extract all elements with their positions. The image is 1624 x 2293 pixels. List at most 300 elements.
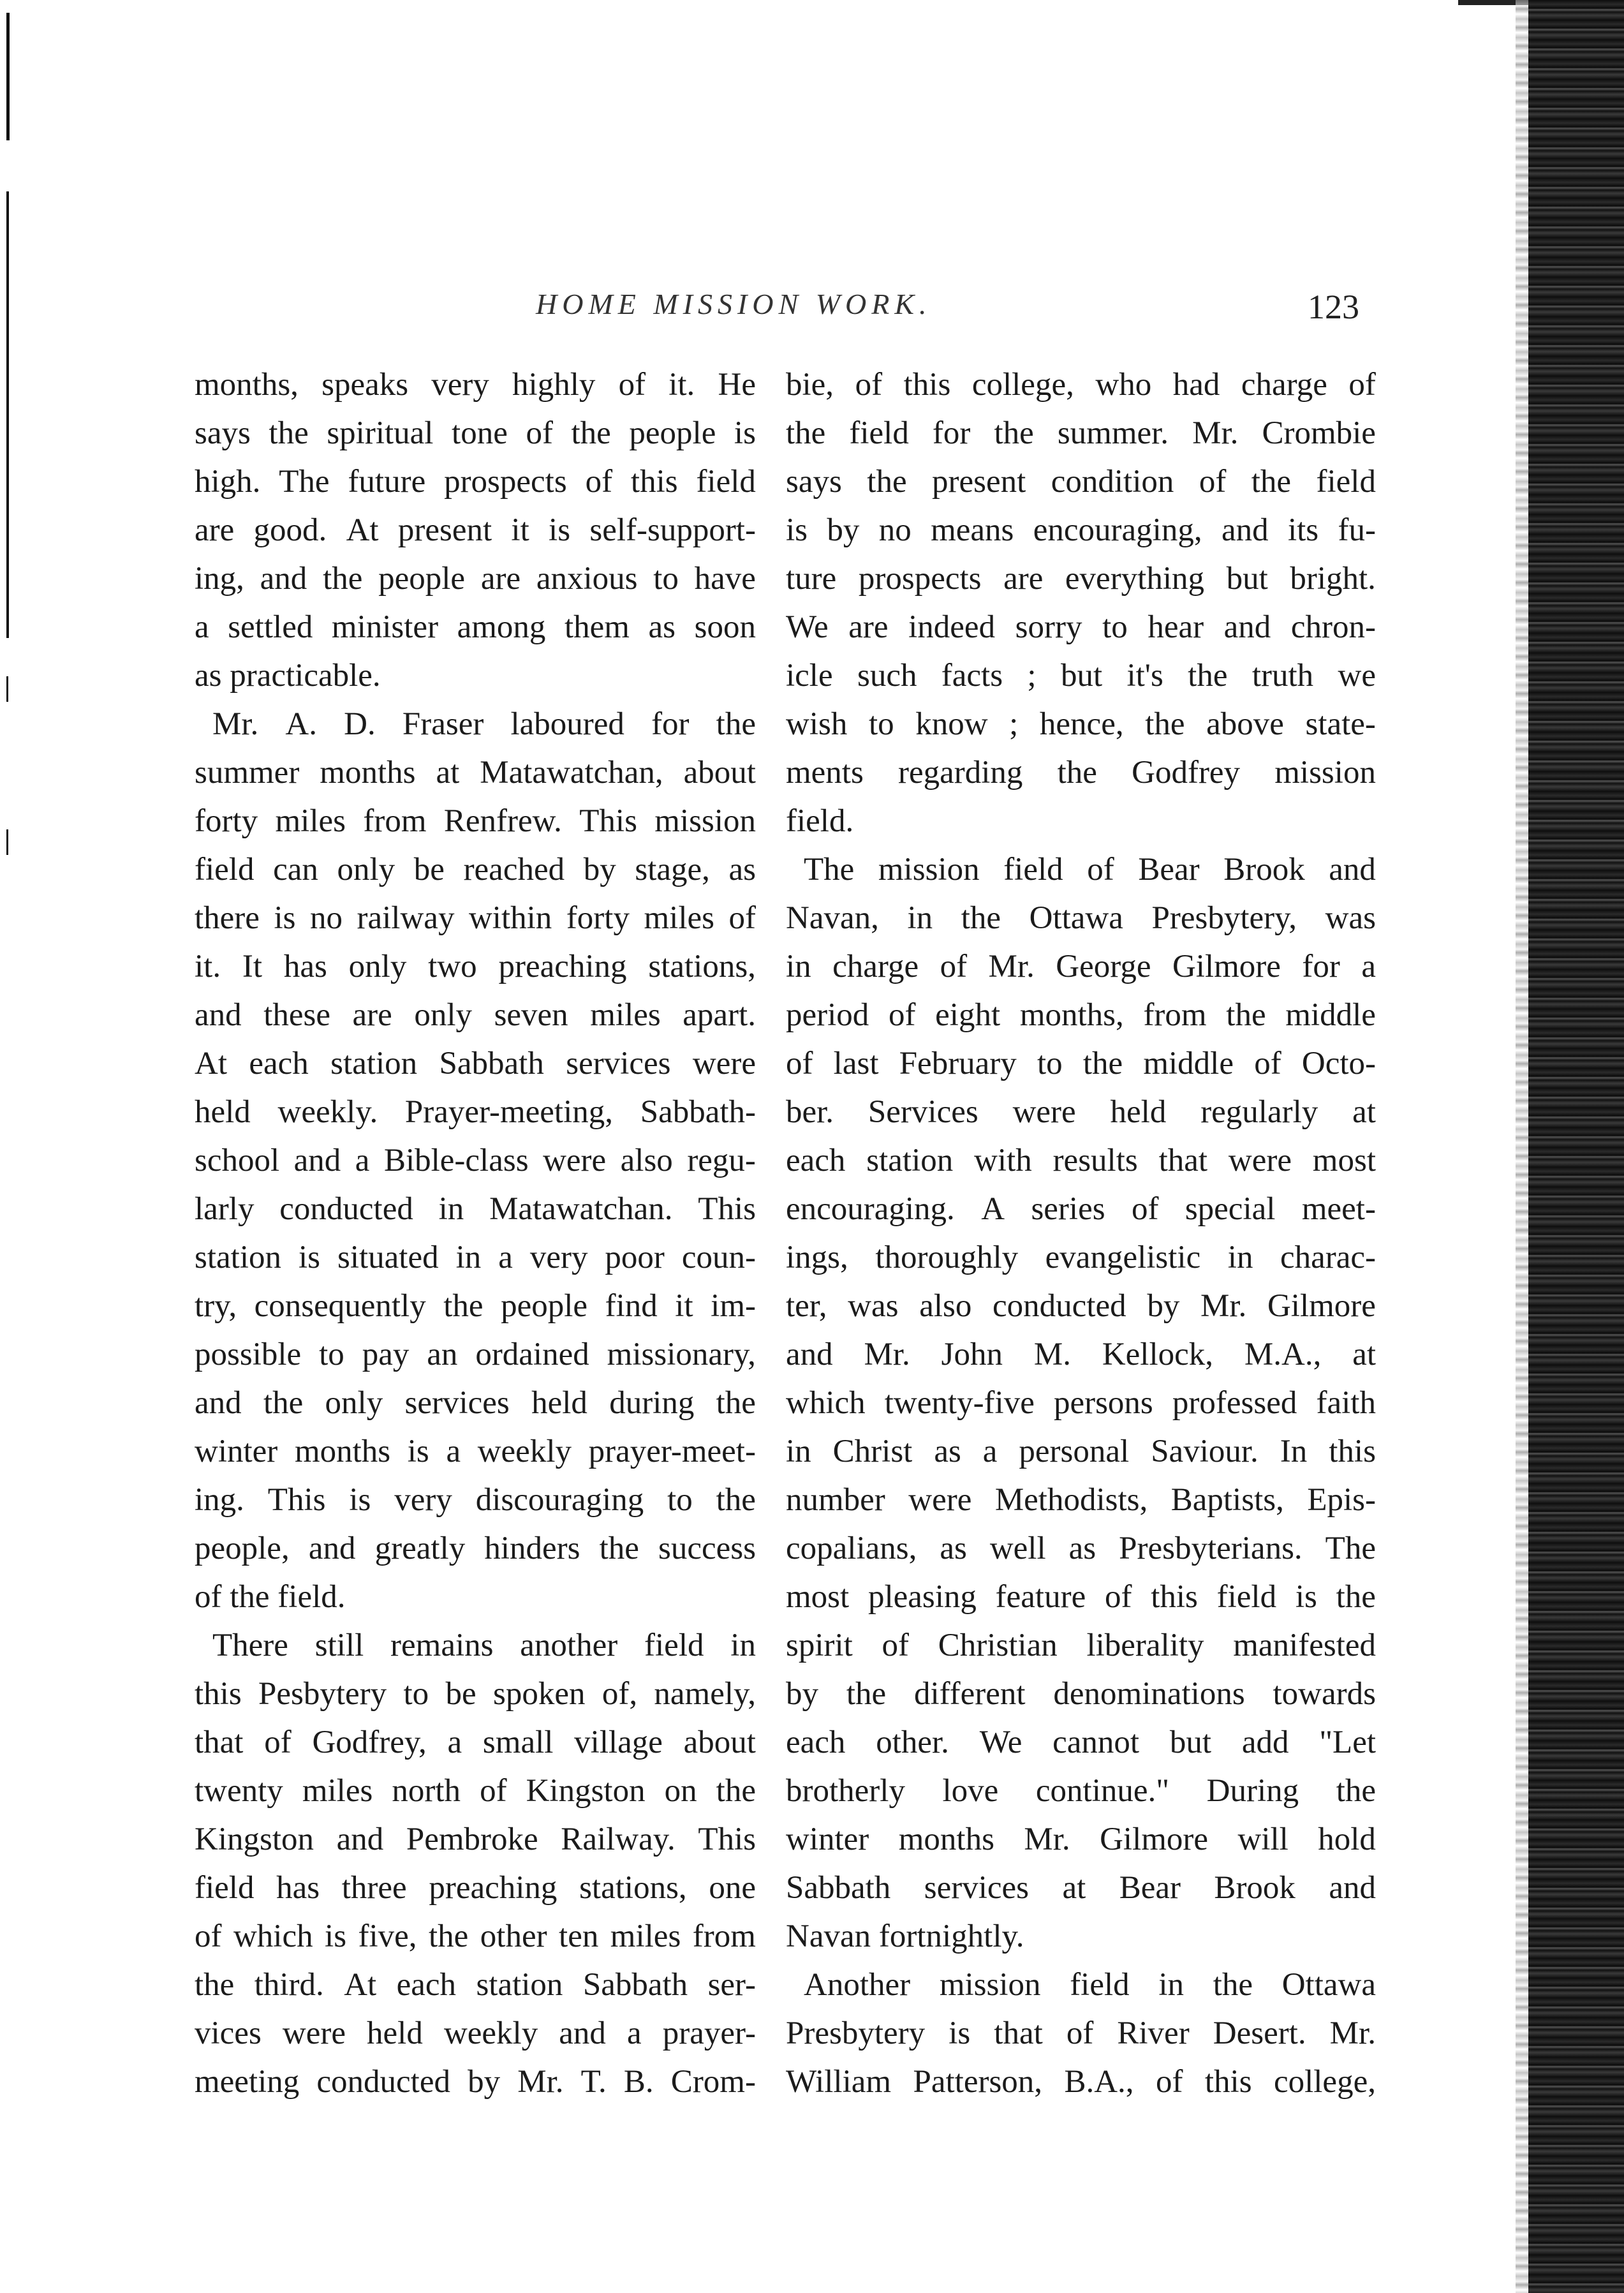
- word: Mr.: [517, 2064, 564, 2100]
- word: Christian: [938, 1628, 1058, 1663]
- word: ing.: [195, 1482, 244, 1518]
- word: Presbyterians.: [1119, 1531, 1303, 1566]
- word: by: [1147, 1288, 1180, 1324]
- word: and: [1223, 609, 1271, 645]
- word: This: [267, 1482, 326, 1518]
- word: and: [260, 561, 307, 597]
- word: is: [786, 512, 808, 548]
- word: Presbytery,: [1151, 900, 1297, 936]
- word: This: [698, 1191, 756, 1227]
- word: of: [940, 949, 968, 984]
- word: Fraser: [402, 706, 484, 742]
- word: no: [878, 512, 912, 548]
- word: had: [1172, 367, 1220, 403]
- text-line: [786, 1427, 1376, 1476]
- word: each: [249, 1046, 309, 1081]
- word: only: [348, 949, 407, 984]
- word: He: [718, 367, 756, 403]
- text-line: [786, 506, 1376, 554]
- word: as: [940, 1531, 967, 1566]
- word: The: [804, 852, 855, 887]
- word: a: [446, 1434, 461, 1469]
- word: Bear: [1119, 1870, 1181, 1906]
- text-line: [786, 651, 1376, 700]
- word: brotherly: [786, 1773, 905, 1809]
- word: encouraging,: [1033, 512, 1202, 548]
- word: in: [455, 1240, 482, 1275]
- word: field: [1216, 1579, 1277, 1615]
- word: at: [1062, 1870, 1086, 1906]
- word: Mr.: [1024, 1822, 1070, 1857]
- word: and: [1329, 1870, 1376, 1906]
- word: are: [480, 561, 521, 597]
- word: to: [1037, 1046, 1063, 1081]
- word: of: [882, 1628, 910, 1663]
- word: George: [1056, 949, 1151, 984]
- word: of: [888, 997, 916, 1033]
- word: ;: [1009, 706, 1019, 742]
- word: can: [273, 852, 318, 887]
- word: charac-: [1280, 1240, 1376, 1275]
- word: B.: [623, 2064, 654, 2100]
- word: miles: [590, 997, 661, 1033]
- word: Crombie: [1262, 415, 1376, 451]
- word: soon: [694, 609, 756, 645]
- word: are: [195, 512, 235, 548]
- word: railway: [357, 900, 455, 936]
- word: by: [583, 852, 616, 887]
- word: says: [786, 464, 842, 500]
- word: vices: [195, 2015, 262, 2051]
- word: of: [195, 1579, 230, 1615]
- running-head: HOME MISSION WORK.: [536, 288, 932, 320]
- word: of: [264, 1725, 292, 1760]
- word: months: [320, 755, 416, 790]
- word: find: [605, 1288, 658, 1324]
- word: fu-: [1338, 512, 1376, 548]
- text-line: [786, 1864, 1376, 1912]
- word: present: [397, 512, 492, 548]
- word: Octo-: [1301, 1046, 1376, 1081]
- word: charge: [832, 949, 919, 984]
- word: Presbytery: [786, 2015, 926, 2051]
- word: the: [716, 706, 756, 742]
- word: the: [1145, 706, 1185, 742]
- word: in: [438, 1191, 464, 1227]
- word: bright.: [1290, 561, 1376, 597]
- word: special: [1185, 1191, 1276, 1227]
- word: very: [529, 1240, 588, 1275]
- word: different: [913, 1676, 1026, 1712]
- text-line: [786, 2009, 1376, 2058]
- word: summer: [195, 755, 300, 790]
- word: Baptists,: [1170, 1482, 1284, 1518]
- word: hence,: [1039, 706, 1124, 742]
- word: Crom-: [670, 2064, 756, 2100]
- text-line: [195, 360, 756, 409]
- word: no: [310, 900, 343, 936]
- word: Mr.: [1192, 415, 1239, 451]
- word: of: [1104, 1579, 1132, 1615]
- word: small: [482, 1725, 554, 1760]
- word: Pesbytery: [258, 1676, 387, 1712]
- word: ser-: [707, 1967, 756, 2003]
- word: is: [549, 512, 571, 548]
- word: and: [1329, 852, 1376, 887]
- word: the: [429, 1918, 469, 1954]
- word: manifested: [1233, 1628, 1376, 1663]
- text-line: [195, 2058, 756, 2106]
- word: of: [1155, 2064, 1183, 2100]
- word: towards: [1273, 1676, 1376, 1712]
- word: station: [476, 1967, 563, 2003]
- word: and: [559, 2015, 606, 2051]
- word: also: [919, 1288, 972, 1324]
- word: There: [212, 1628, 288, 1663]
- word: weekly.: [277, 1094, 378, 1130]
- word: Sabbath: [786, 1870, 891, 1906]
- word: and: [1221, 512, 1269, 548]
- word: meeting: [195, 2064, 300, 2100]
- word: the: [1188, 658, 1228, 694]
- scan-edge-mark: [6, 191, 9, 638]
- word: each: [396, 1967, 457, 2003]
- word: Mr.: [864, 1337, 910, 1372]
- word: months,: [1019, 997, 1124, 1033]
- word: to: [403, 1676, 429, 1712]
- word: which: [233, 1918, 313, 1954]
- word: namely,: [654, 1676, 756, 1712]
- word: conducted: [316, 2064, 450, 2100]
- word: the: [994, 415, 1034, 451]
- text-line: [786, 1136, 1376, 1185]
- word: state-: [1305, 706, 1376, 742]
- word: another: [520, 1628, 618, 1663]
- word: a: [1361, 949, 1376, 984]
- word: a: [355, 1143, 370, 1178]
- word: conducted: [993, 1288, 1126, 1324]
- word: only: [325, 1385, 383, 1421]
- word: field: [696, 464, 756, 500]
- word: in: [786, 949, 811, 984]
- word: Kingston: [195, 1822, 314, 1857]
- word: above: [1206, 706, 1284, 742]
- word: greatly: [374, 1531, 466, 1566]
- word: At: [195, 1046, 227, 1081]
- word: only: [337, 852, 395, 887]
- word: but: [1169, 1725, 1212, 1760]
- text-line: [195, 1088, 756, 1136]
- word: to: [1102, 609, 1128, 645]
- word: winter: [195, 1434, 278, 1469]
- word: months,: [195, 367, 299, 403]
- word: held: [531, 1385, 587, 1421]
- word: remains: [390, 1628, 494, 1663]
- word: Christ: [832, 1434, 913, 1469]
- word: ings,: [786, 1240, 848, 1275]
- word: the: [323, 561, 363, 597]
- word: mission: [1274, 755, 1376, 790]
- word: one: [709, 1870, 756, 1906]
- word: station: [195, 1240, 281, 1275]
- word: A.: [285, 706, 318, 742]
- word: John: [941, 1337, 1003, 1372]
- text-line: [195, 1524, 756, 1573]
- word: the: [1226, 997, 1266, 1033]
- word: school: [195, 1143, 280, 1178]
- word: future: [348, 464, 426, 500]
- word: coun-: [681, 1240, 756, 1275]
- word: be: [445, 1676, 476, 1712]
- word: on: [664, 1773, 697, 1809]
- word: will: [1237, 1822, 1288, 1857]
- text-line: [786, 1718, 1376, 1767]
- word: ter,: [786, 1288, 827, 1324]
- word: ten: [559, 1918, 599, 1954]
- word: Mr.: [1200, 1288, 1247, 1324]
- word: for: [932, 415, 971, 451]
- word: twenty-five: [884, 1385, 1035, 1421]
- word: says: [195, 415, 251, 451]
- word: months: [898, 1822, 994, 1857]
- word: T.: [580, 2064, 607, 2100]
- text-line: [786, 409, 1376, 457]
- word: D.: [344, 706, 376, 742]
- word: such: [857, 658, 917, 694]
- text-line: [786, 1815, 1376, 1864]
- word: Renfrew.: [443, 803, 562, 839]
- word: only: [414, 997, 473, 1033]
- word: M.: [1033, 1337, 1071, 1372]
- text-line: [195, 1233, 756, 1282]
- word: that: [195, 1725, 244, 1760]
- word: from: [1143, 997, 1207, 1033]
- text-line: [786, 457, 1376, 506]
- text-line: [195, 1330, 756, 1379]
- word: Pembroke: [406, 1822, 538, 1857]
- word: in: [907, 900, 933, 936]
- word: are: [1003, 561, 1044, 597]
- word: anxious: [536, 561, 638, 597]
- word: mission: [878, 852, 980, 887]
- text-line: [786, 1039, 1376, 1088]
- word: the: [716, 1773, 756, 1809]
- word: Sabbath-: [640, 1094, 756, 1130]
- text-line: [786, 1912, 1376, 1961]
- word: field.: [277, 1579, 346, 1615]
- word: the: [846, 1676, 887, 1712]
- text-line: [195, 1379, 756, 1427]
- right-column: [786, 360, 1376, 2106]
- word: Bible-class: [383, 1143, 529, 1178]
- word: weekly: [443, 2015, 538, 2051]
- word: im-: [711, 1288, 756, 1324]
- word: of: [1087, 852, 1114, 887]
- word: continue.": [1035, 1773, 1170, 1809]
- text-line: [786, 1476, 1376, 1524]
- text-line: [195, 554, 756, 603]
- word: everything: [1065, 561, 1205, 597]
- word: is: [407, 1434, 429, 1469]
- word: practicable.: [230, 658, 381, 694]
- word: field: [1316, 464, 1376, 500]
- scan-edge-mark: [6, 13, 10, 140]
- word: stations,: [648, 949, 756, 984]
- word: hear: [1148, 609, 1204, 645]
- word: is: [949, 2015, 971, 2051]
- word: a: [447, 1725, 462, 1760]
- word: is: [734, 415, 756, 451]
- word: results: [1052, 1143, 1138, 1178]
- word: a: [627, 2015, 642, 2051]
- word: miles: [302, 1773, 373, 1809]
- word: Brook: [1223, 852, 1305, 887]
- word: seven: [494, 997, 568, 1033]
- word: faith: [1316, 1385, 1376, 1421]
- word: to: [868, 706, 894, 742]
- word: Gilmore: [1172, 949, 1281, 984]
- word: of: [585, 464, 613, 500]
- word: Methodists,: [994, 1482, 1148, 1518]
- word: Matawatchan.: [489, 1191, 673, 1227]
- word: professed: [1172, 1385, 1297, 1421]
- word: by: [786, 1676, 818, 1712]
- word: and: [195, 997, 242, 1033]
- word: In: [1280, 1434, 1308, 1469]
- word: were: [1228, 1143, 1292, 1178]
- word: three: [341, 1870, 407, 1906]
- word: success: [658, 1531, 756, 1566]
- text-line: [786, 942, 1376, 991]
- word: station: [866, 1143, 954, 1178]
- word: stations,: [579, 1870, 687, 1906]
- word: stage,: [635, 852, 710, 887]
- word: facts: [941, 658, 1003, 694]
- word: The: [279, 464, 330, 500]
- word: field: [1070, 1967, 1130, 2003]
- word: Another: [804, 1967, 911, 2003]
- text-line: [786, 894, 1376, 942]
- text-line: [786, 1524, 1376, 1573]
- word: ;: [1027, 658, 1037, 694]
- word: B.A.,: [1064, 2064, 1134, 2100]
- text-line: [195, 1815, 756, 1864]
- word: other: [480, 1918, 547, 1954]
- text-line: [195, 1039, 756, 1088]
- word: present: [932, 464, 1026, 500]
- word: fortnightly.: [878, 1918, 1024, 1954]
- word: it: [675, 1288, 693, 1324]
- word: from: [363, 803, 427, 839]
- text-line: [195, 1718, 756, 1767]
- text-line: [195, 409, 756, 457]
- word: Godfrey: [1132, 755, 1241, 790]
- word: condition: [1051, 464, 1174, 500]
- text-line: [786, 1233, 1376, 1282]
- word: know: [915, 706, 988, 742]
- word: prospects: [858, 561, 982, 597]
- word: services: [924, 1870, 1030, 1906]
- word: miles: [610, 1918, 681, 1954]
- word: conducted: [279, 1191, 413, 1227]
- word: for: [1302, 949, 1340, 984]
- word: prayer-meet-: [588, 1434, 756, 1469]
- word: are: [352, 997, 392, 1033]
- word: River: [1117, 2015, 1190, 2051]
- word: of,: [602, 1676, 638, 1712]
- word: the: [1082, 1046, 1123, 1081]
- word: sorry: [1015, 609, 1082, 645]
- word: we: [1338, 658, 1376, 694]
- word: A: [981, 1191, 1005, 1227]
- word: the: [1251, 464, 1292, 500]
- word: is: [298, 1240, 320, 1275]
- word: in: [1227, 1240, 1253, 1275]
- word: During: [1206, 1773, 1299, 1809]
- word: settled: [228, 609, 313, 645]
- word: the: [599, 1531, 639, 1566]
- word: other.: [876, 1725, 949, 1760]
- word: this: [195, 1676, 242, 1712]
- word: still: [314, 1628, 364, 1663]
- word: a: [498, 1240, 513, 1275]
- word: summer.: [1057, 415, 1169, 451]
- text-line: [195, 1427, 756, 1476]
- text-line: [195, 797, 756, 845]
- word: At: [344, 1967, 377, 2003]
- word: field: [195, 852, 255, 887]
- word: wish: [786, 706, 848, 742]
- text-line: [195, 1912, 756, 1961]
- text-line: [786, 603, 1376, 651]
- word: at: [1352, 1337, 1376, 1372]
- word: of: [195, 1918, 222, 1954]
- word: spiritual: [327, 415, 434, 451]
- word: people: [501, 1288, 588, 1324]
- word: the: [443, 1288, 484, 1324]
- text-line: [786, 360, 1376, 409]
- word: Epis-: [1307, 1482, 1376, 1518]
- word: that: [1158, 1143, 1208, 1178]
- word: and: [786, 1337, 833, 1372]
- word: people: [629, 415, 716, 451]
- word: with: [974, 1143, 1032, 1178]
- word: Navan: [786, 1918, 879, 1954]
- word: spoken: [493, 1676, 586, 1712]
- word: a: [982, 1434, 998, 1469]
- word: charge: [1241, 367, 1327, 403]
- word: possible: [195, 1337, 302, 1372]
- word: Matawatchan,: [480, 755, 663, 790]
- text-line: [195, 1767, 756, 1815]
- word: Mr.: [988, 949, 1035, 984]
- word: weekly: [477, 1434, 572, 1469]
- word: services: [566, 1046, 671, 1081]
- word: hinders: [484, 1531, 580, 1566]
- word: the: [786, 415, 826, 451]
- text-line: [195, 1864, 756, 1912]
- word: station: [330, 1046, 418, 1081]
- word: We: [979, 1725, 1022, 1760]
- word: within: [468, 900, 552, 936]
- word: it.: [668, 367, 695, 403]
- word: it's: [1126, 658, 1163, 694]
- text-line: [195, 894, 756, 942]
- word: and: [293, 1143, 341, 1178]
- word: north: [392, 1773, 461, 1809]
- text-line: [786, 1670, 1376, 1718]
- word: at: [436, 755, 460, 790]
